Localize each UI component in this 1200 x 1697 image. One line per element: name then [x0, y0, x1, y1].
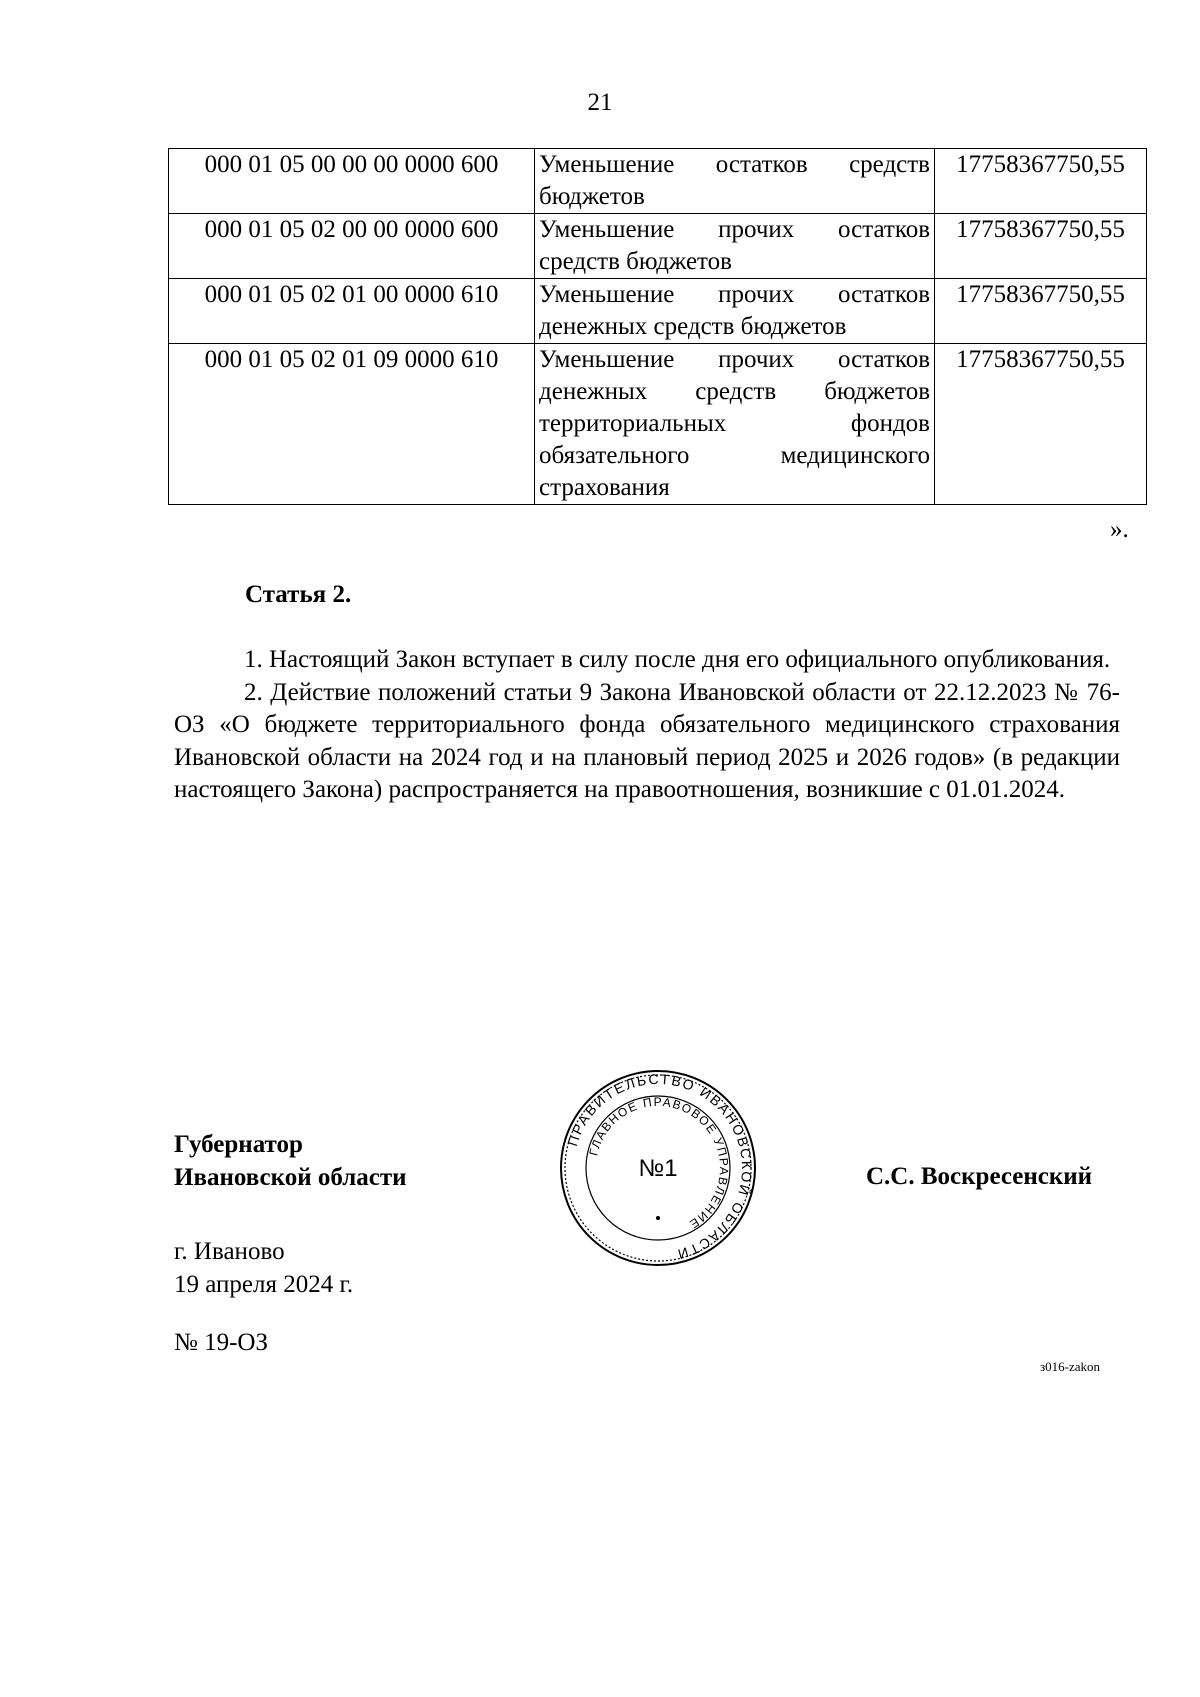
table-row	[169, 344, 1147, 505]
description-cell: Уменьшение остатков средств бюджетов	[535, 149, 935, 214]
amount-cell: 17758367750,55	[935, 279, 1147, 344]
description-cell: Уменьшение прочих остатков денежных средств бюджетов	[535, 279, 935, 344]
seal-outer-text: ПРАВИТЕЛЬСТВО ИВАНОВСКОЙ ОБЛАСТИ	[564, 1070, 756, 1263]
page-number: 21	[587, 89, 613, 116]
budget-code-cell: 000 01 05 02 00 00 0000 600	[169, 214, 535, 279]
budget-code-cell: 000 01 05 02 01 00 0000 610	[169, 279, 535, 344]
signatory-position	[174, 1128, 407, 1194]
table-row	[169, 214, 1147, 279]
date: 19 апреля 2024 г.	[174, 1271, 354, 1298]
article-paragraph: 2. Действие положений статьи 9 Закона Ивановской области от 22.12.2023 № 76-ОЗ «О бюджете территориального фонда обязательного медицинского страхования Ивановской области на 2024 год и на плановый период 2025 и 2026 годов» (в редакции настоящего Закона) распространяется на правоотношения, возникшие с 01.01.2024.	[174, 678, 1120, 803]
seal-dot	[656, 1216, 660, 1220]
description-cell: Уменьшение прочих остатков денежных средств бюджетов территориальных фондов обязательного медицинского страхования	[535, 344, 935, 505]
table-row	[169, 149, 1147, 214]
document-code: з016-zakon	[1040, 1359, 1101, 1374]
city: г. Иваново	[174, 1238, 285, 1265]
description-cell: Уменьшение прочих остатков средств бюджетов	[535, 214, 935, 279]
article-paragraph: 1. Настоящий Закон вступает в силу после дня его официального опубликования.	[244, 646, 1111, 673]
table-row	[169, 279, 1147, 344]
seal-inner-text: ГЛАВНОЕ ПРАВОВОЕ УПРАВЛЕНИЕ	[586, 1094, 732, 1232]
article-body	[174, 644, 1120, 807]
amount-cell: 17758367750,55	[935, 214, 1147, 279]
seal-center-number: №1	[638, 1155, 678, 1182]
official-seal	[558, 1068, 758, 1268]
law-number: № 19-ОЗ	[174, 1329, 269, 1356]
budget-sources-table	[168, 148, 1147, 505]
position-line: Ивановской области	[174, 1164, 407, 1191]
budget-code-cell: 000 01 05 02 01 09 0000 610	[169, 344, 535, 505]
signer-name: С.С. Воскресенский	[866, 1163, 1093, 1190]
place-and-date	[174, 1235, 353, 1301]
position-line: Губернатор	[174, 1131, 303, 1158]
closing-quote: ».	[1110, 516, 1129, 543]
amount-cell: 17758367750,55	[935, 149, 1147, 214]
article-heading: Статья 2.	[245, 581, 352, 608]
budget-code-cell: 000 01 05 00 00 00 0000 600	[169, 149, 535, 214]
amount-cell: 17758367750,55	[935, 344, 1147, 505]
